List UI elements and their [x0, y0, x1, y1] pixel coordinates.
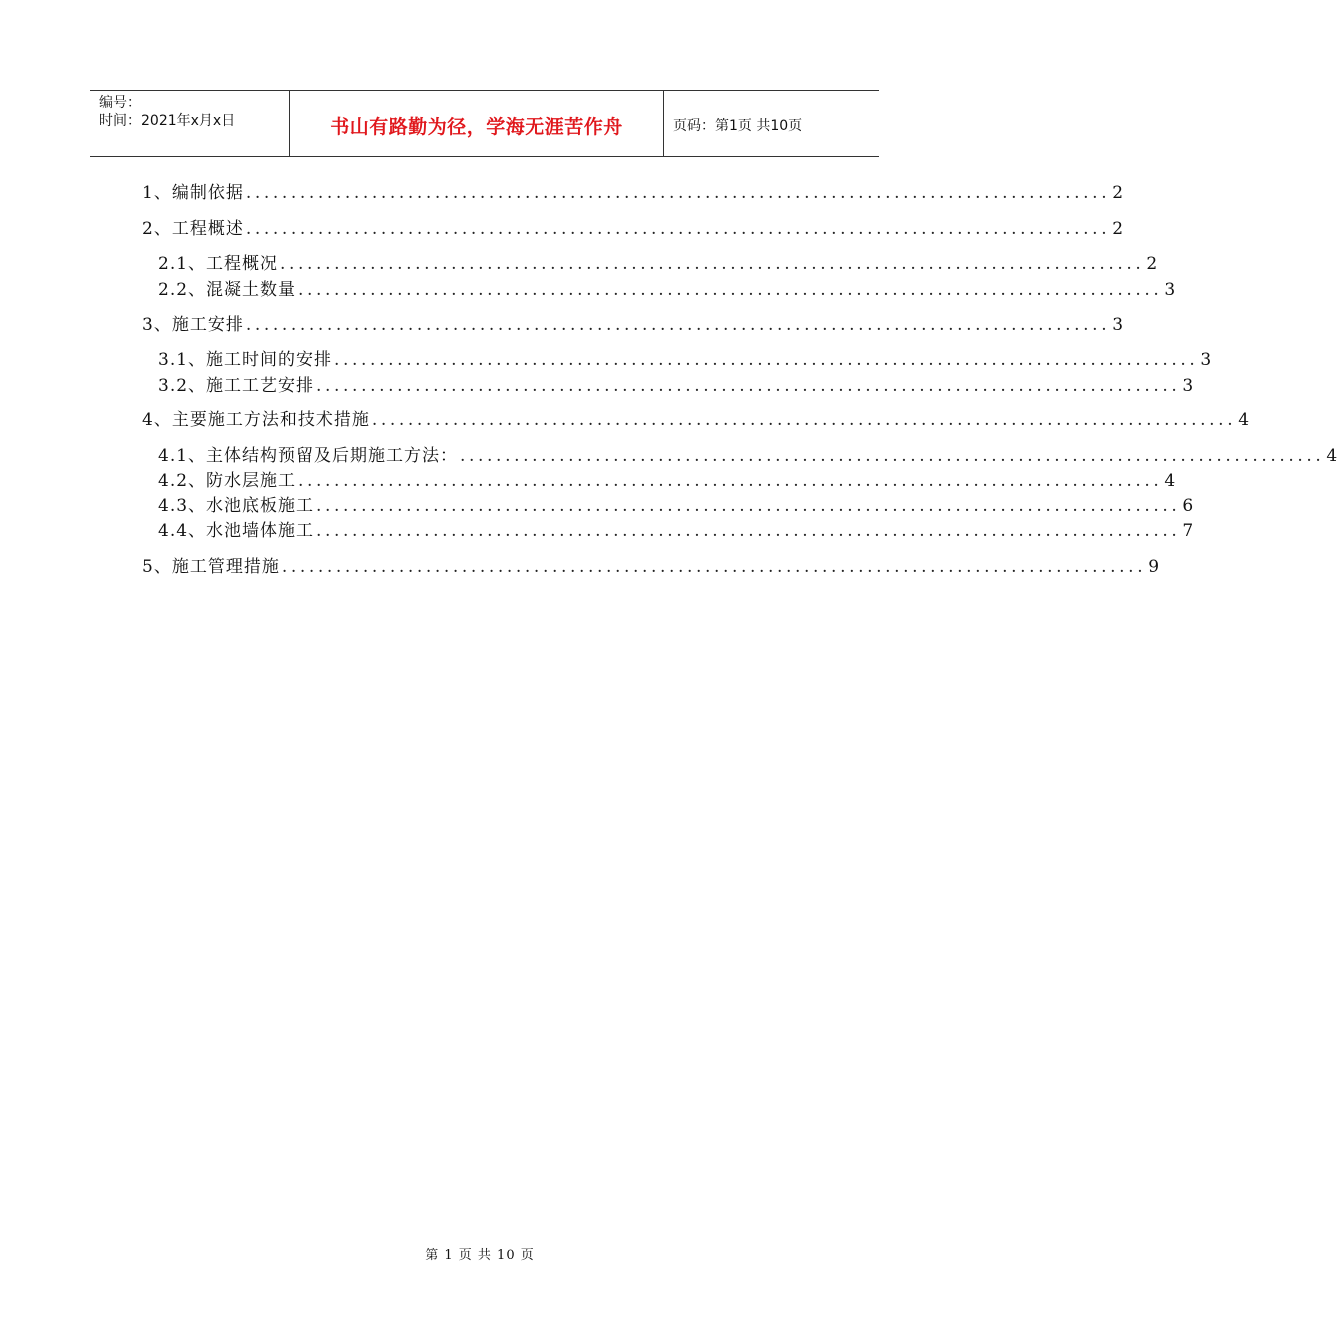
toc-entry-page: 3 [1112, 315, 1124, 335]
toc-entry-page: 2 [1112, 219, 1124, 239]
toc-dot-leader: ................................................................................................ [316, 521, 1181, 541]
toc-entry-title: 3.2、施工工艺安排 [158, 376, 315, 396]
header-meta [90, 91, 290, 156]
toc-dot-leader: ................................................................................................ [281, 557, 1147, 577]
toc-entry-page: 7 [1182, 521, 1194, 541]
header-page-info: 页码：第1页 共10页 [673, 117, 803, 134]
toc-dot-leader: ................................................................................................ [245, 183, 1111, 203]
toc-entry-title: 5、施工管理措施 [142, 557, 280, 577]
toc-dot-leader: ................................................................................................ [460, 446, 1325, 466]
toc-entry-title: 2、工程概述 [142, 219, 244, 239]
toc-entry[interactable] [158, 443, 1337, 469]
toc-entry[interactable] [142, 407, 1250, 433]
toc-entry-page: 9 [1148, 557, 1160, 577]
toc-entry[interactable] [142, 180, 1124, 206]
toc-entry[interactable] [158, 518, 1194, 544]
toc-dot-leader: ................................................................................................ [298, 280, 1163, 300]
toc-entry[interactable] [142, 312, 1124, 338]
toc-entry[interactable] [158, 373, 1194, 399]
toc-dot-leader: ................................................................................................ [280, 254, 1145, 274]
toc-entry[interactable] [158, 251, 1158, 277]
header-motto: 书山有路勤为径，学海无涯苦作舟 [290, 91, 664, 156]
toc-entry-title: 2.1、工程概况 [158, 254, 279, 274]
toc-entry-page: 4 [1238, 410, 1250, 430]
toc-entry-page: 3 [1164, 280, 1176, 300]
toc-dot-leader: ................................................................................................ [334, 350, 1199, 370]
toc-entry-page: 4 [1164, 471, 1176, 491]
toc-entry-title: 2.2、混凝土数量 [158, 280, 297, 300]
toc-entry-page: 3 [1200, 350, 1212, 370]
toc-entry-title: 4.3、水池底板施工 [158, 496, 315, 516]
toc-dot-leader: ................................................................................................ [298, 471, 1163, 491]
toc-entry[interactable] [158, 468, 1176, 494]
toc-entry[interactable] [158, 277, 1176, 303]
toc-entry[interactable] [142, 554, 1160, 580]
toc-dot-leader: ................................................................................................ [245, 219, 1111, 239]
toc-entry-title: 4.4、水池墙体施工 [158, 521, 315, 541]
document-time-label: 时间：2021年x月x日 [99, 113, 236, 129]
toc-entry-title: 4、主要施工方法和技术措施 [142, 410, 370, 430]
toc-entry[interactable] [158, 493, 1194, 519]
toc-entry-title: 1、编制依据 [142, 183, 244, 203]
toc-entry-title: 4.2、防水层施工 [158, 471, 297, 491]
toc-dot-leader: ................................................................................................ [316, 376, 1181, 396]
toc-entry-title: 3.1、施工时间的安排 [158, 350, 333, 370]
toc-entry-page: 2 [1112, 183, 1124, 203]
toc-entry-page: 6 [1182, 496, 1194, 516]
toc-entry-page: 3 [1182, 376, 1194, 396]
toc-entry-title: 3、施工安排 [142, 315, 244, 335]
page-header [90, 90, 879, 157]
toc-entry[interactable] [142, 216, 1124, 242]
page-footer: 第 1 页 共 10 页 [425, 1248, 535, 1263]
toc-dot-leader: ................................................................................................ [316, 496, 1181, 516]
toc-entry[interactable] [158, 347, 1212, 373]
toc-dot-leader: ................................................................................................ [245, 315, 1111, 335]
toc-dot-leader: ................................................................................................ [371, 410, 1237, 430]
toc-entry-title: 4.1、主体结构预留及后期施工方法： [158, 446, 459, 466]
document-number-label: 编号： [99, 95, 141, 111]
toc-entry-page: 2 [1146, 254, 1158, 274]
toc-entry-page: 4 [1326, 446, 1337, 466]
